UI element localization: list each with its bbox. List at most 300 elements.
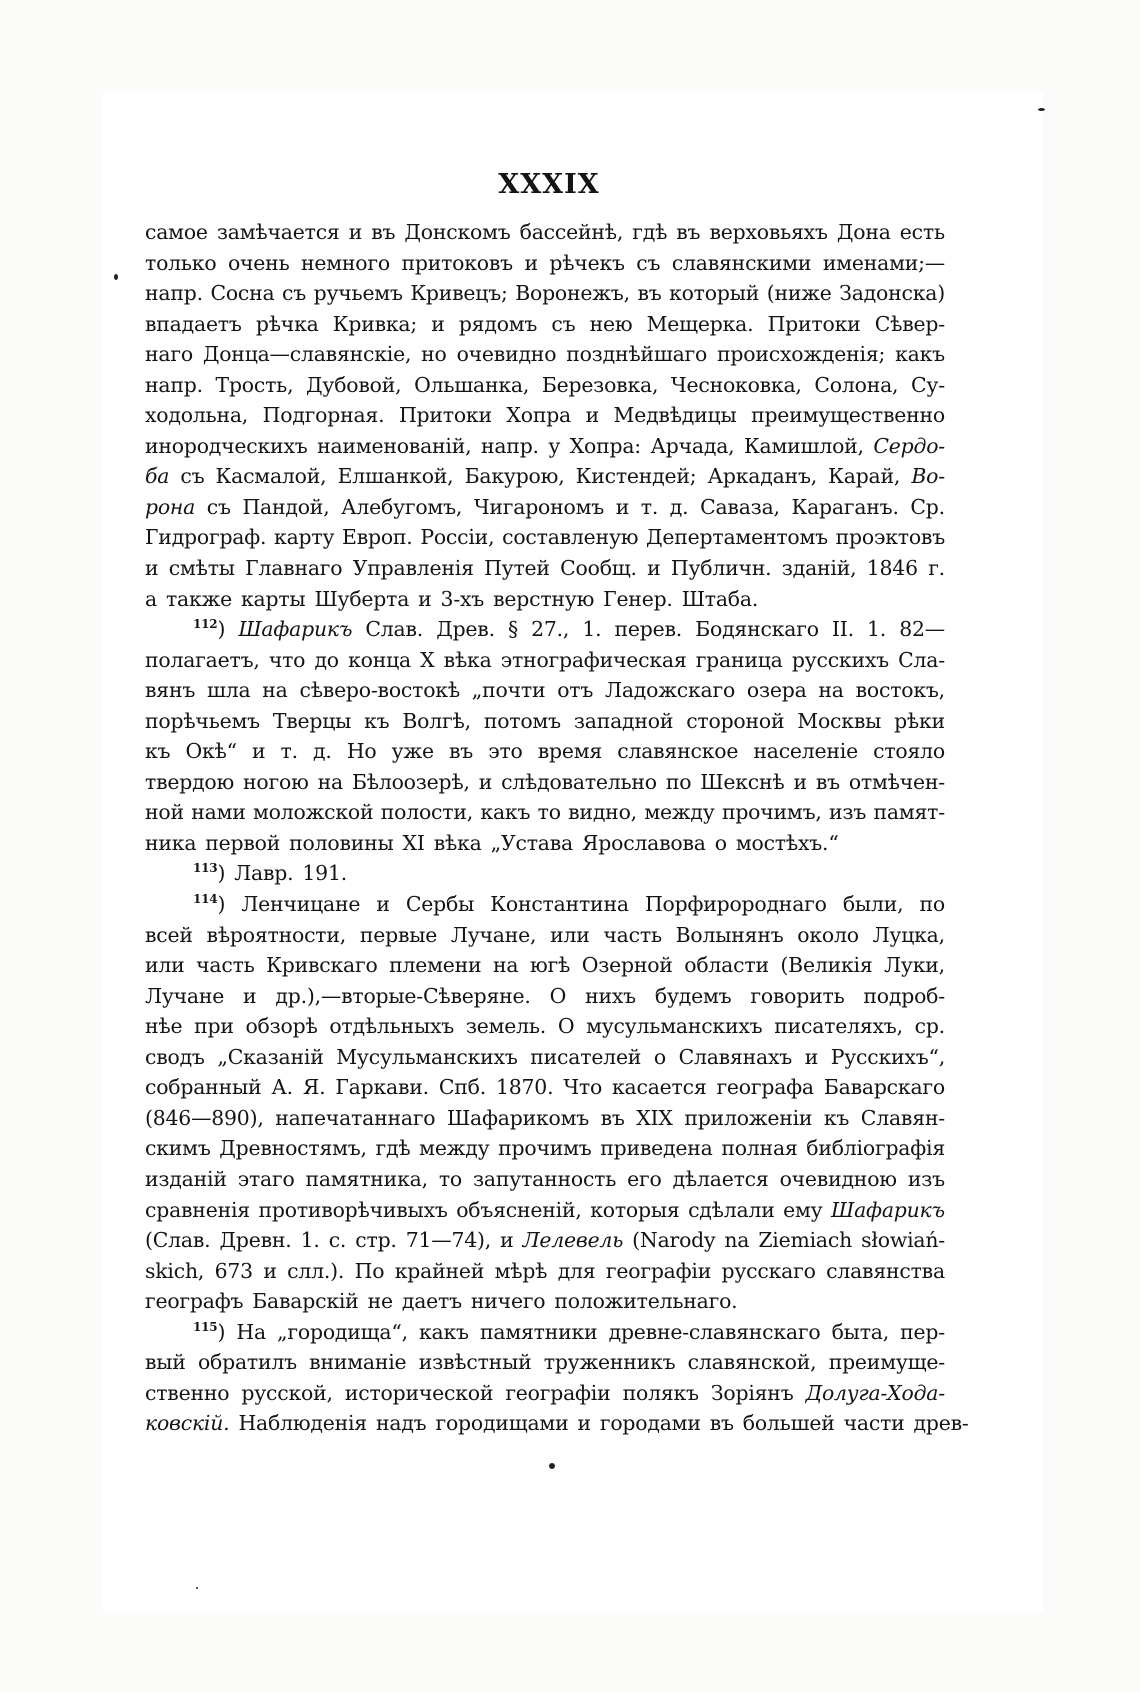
text-line: [145, 492, 945, 523]
word: библіографія: [806, 1136, 945, 1161]
word: съ: [180, 464, 205, 489]
word: и: [263, 1258, 277, 1283]
word: Шуберта: [314, 586, 410, 611]
word: рѣчка: [255, 311, 319, 336]
word: сѣверо-востокѣ: [299, 678, 460, 703]
word: этаго: [237, 1166, 295, 1191]
word: Россіи,: [420, 525, 495, 550]
word: Притоки: [398, 403, 492, 428]
word: Что: [563, 1075, 603, 1100]
scan-speck: [549, 1463, 555, 1469]
word: О: [557, 1014, 575, 1039]
word: географъ: [145, 1289, 244, 1314]
word: Генер.: [603, 586, 673, 611]
word: Волгѣ,: [402, 708, 471, 733]
word: ср.: [914, 1014, 945, 1039]
word: вянъ: [145, 678, 196, 703]
word: какъ: [480, 800, 531, 825]
word: изданій: [145, 1166, 227, 1191]
word: славянскими: [671, 250, 812, 275]
word: слл.).: [287, 1258, 345, 1283]
word: Сербы: [405, 892, 475, 917]
word: §: [507, 617, 518, 642]
word: Воронежъ,: [515, 281, 630, 306]
word: преимуще-: [828, 1350, 945, 1375]
word: надъ: [375, 1411, 427, 1436]
word: подроб-: [863, 983, 945, 1008]
word: Шафарикъ: [238, 617, 353, 642]
word: съ: [551, 311, 576, 336]
word: земель.: [465, 1014, 547, 1039]
word: ковскій.: [145, 1411, 230, 1436]
word: прочимъ,: [721, 800, 822, 825]
footnote-number: 113: [193, 861, 218, 876]
word: и: [577, 1411, 591, 1436]
word: происхожденія;: [717, 342, 886, 367]
word: но: [421, 342, 447, 367]
word: 1.: [300, 1228, 320, 1253]
word: Древ.: [436, 617, 495, 642]
word: шла: [206, 678, 251, 703]
word: Карай,: [828, 464, 901, 489]
word: д.: [313, 739, 332, 764]
word: полагаетъ,: [145, 647, 260, 672]
word: между: [419, 1136, 490, 1161]
footnote-number: 115: [193, 1319, 218, 1334]
word: Трость,: [215, 372, 294, 397]
word: области: [684, 953, 769, 978]
word: Луки,: [884, 953, 945, 978]
word: Мещерка.: [646, 311, 754, 336]
word: въ: [676, 220, 701, 244]
word: Ольшанка,: [414, 372, 530, 397]
word: Солона,: [814, 372, 899, 397]
word: Сообщ.: [560, 556, 637, 581]
word: Публичн.: [670, 556, 772, 581]
word: къ: [364, 708, 390, 733]
word: Елшанкой,: [337, 464, 454, 489]
word: и: [376, 892, 390, 917]
text-line: [145, 370, 945, 401]
word: говорить: [750, 983, 845, 1008]
word: изъ: [907, 1166, 945, 1191]
word: географіи: [505, 1380, 611, 1405]
word: Ладожскаго: [605, 678, 736, 703]
word: первые: [359, 922, 438, 947]
word: Слав.: [365, 617, 424, 642]
word: собранный: [145, 1075, 262, 1100]
text-line: [145, 889, 945, 920]
text-line: [145, 553, 945, 584]
text-line: [145, 920, 945, 951]
word: есть: [899, 220, 945, 244]
word: не: [367, 1289, 393, 1314]
paragraph-p-cont: [145, 217, 945, 614]
word: дѣлается: [672, 1166, 769, 1191]
word: зданій,: [781, 556, 857, 581]
word: или: [550, 922, 590, 947]
word: Саваза,: [700, 494, 780, 519]
word: отдѣльныхъ: [329, 1014, 455, 1039]
word: 673: [214, 1258, 253, 1283]
word: съ: [636, 250, 661, 275]
word: большей: [742, 1411, 835, 1436]
word: въ: [815, 769, 840, 794]
word: и: [585, 403, 599, 428]
word: „почти: [471, 678, 546, 703]
text-line: [145, 675, 945, 706]
word: очень: [227, 250, 290, 275]
word: А.: [271, 1075, 293, 1100]
word: XI: [402, 830, 425, 855]
word: наименованій,: [317, 433, 472, 458]
word: Тверцы: [272, 708, 352, 733]
word: позднѣйшаго: [566, 342, 708, 367]
word: быта,: [831, 1319, 890, 1344]
word: (Великія: [780, 953, 873, 978]
text-line: [145, 431, 945, 462]
text-line: [145, 1072, 945, 1103]
word: напр.: [480, 433, 539, 458]
word: съ: [206, 494, 231, 519]
word: полости,: [380, 800, 474, 825]
word: всей: [145, 922, 193, 947]
word: конца: [348, 647, 411, 672]
word: Москвы: [797, 708, 882, 733]
word: Бѣлоозерѣ,: [351, 769, 470, 794]
word: первой: [205, 830, 281, 855]
word: древ-: [913, 1411, 969, 1436]
word: проэктовъ: [835, 525, 945, 550]
text-line: [145, 1286, 945, 1317]
word: наго: [145, 342, 193, 367]
word: нею: [589, 311, 633, 336]
word: стороной: [686, 708, 785, 733]
text-line: [145, 1225, 945, 1256]
text-line: [145, 950, 945, 981]
footnote-marker: $^{114}$): [193, 892, 226, 917]
word: будемъ: [654, 983, 732, 1008]
word: ручьемъ: [313, 281, 403, 306]
text-line: [145, 339, 945, 370]
word: Долуга-Хода-: [805, 1380, 945, 1405]
word: Путей: [484, 556, 550, 581]
word: На: [236, 1319, 266, 1344]
paragraph-fn-112: [145, 614, 945, 858]
word: II.: [831, 617, 854, 642]
word: рядомъ: [458, 311, 538, 336]
word: Кривецъ;: [410, 281, 508, 306]
word: въ: [709, 1411, 734, 1436]
word: въ: [600, 1105, 625, 1130]
word: очевидно: [456, 342, 557, 367]
text-line: [145, 1317, 945, 1348]
word: ба: [145, 464, 170, 489]
text-line: [145, 309, 945, 340]
word: слѣдовательно: [501, 769, 657, 794]
word: приведена: [600, 1136, 713, 1161]
word: замѣчается: [216, 220, 340, 244]
word: даетъ: [401, 1289, 462, 1314]
word: верстную: [493, 586, 595, 611]
word: Медвѣдицы: [613, 403, 737, 428]
word: ходольна,: [145, 403, 249, 428]
word: Лучане,: [450, 922, 537, 947]
word: пер-: [900, 1319, 945, 1344]
word: Алебугомъ,: [341, 494, 463, 519]
word: перев.: [614, 617, 683, 642]
word: отмѣчен-: [848, 769, 945, 794]
word: 82—: [899, 617, 945, 642]
word: славянское: [617, 739, 739, 764]
word: потомъ: [483, 708, 561, 733]
word: нами: [191, 800, 246, 825]
word: Главнаго: [245, 556, 343, 581]
word: сдѣлали: [688, 1197, 775, 1222]
word: Задонска): [839, 281, 945, 306]
word: ственно: [145, 1380, 230, 1405]
word: Гидрограф.: [145, 525, 267, 550]
word: смѣты: [168, 556, 235, 581]
word: вый: [145, 1350, 186, 1375]
word: который: [669, 281, 760, 306]
word: сводъ: [145, 1044, 205, 1069]
word: Арчада,: [650, 433, 735, 458]
text-line: [145, 400, 945, 431]
word: и: [500, 1228, 514, 1253]
word: и: [793, 769, 807, 794]
word: вѣроятности,: [206, 922, 347, 947]
word: и: [348, 220, 363, 244]
word: вниманіе: [309, 1350, 407, 1375]
word: (Narody: [632, 1228, 716, 1253]
word: рона: [145, 494, 196, 519]
word: рѣки: [894, 708, 945, 733]
word: (Слав.: [145, 1228, 211, 1253]
text-line: [145, 1042, 945, 1073]
word: преимущественно: [751, 403, 945, 428]
word: Во-: [911, 464, 945, 489]
footnote-marker: $^{115}$): [193, 1319, 226, 1344]
word: именами;—: [822, 250, 945, 275]
word: др.),—вторые-Сѣверяне.: [275, 983, 531, 1008]
word: (846—890),: [145, 1105, 264, 1130]
word: 191.: [302, 861, 348, 886]
word: Лучане: [145, 983, 225, 1008]
word: и: [524, 250, 538, 275]
word: и: [647, 556, 661, 581]
word: стр.: [355, 1228, 397, 1253]
word: Бакурою,: [464, 464, 565, 489]
word: въ: [449, 739, 474, 764]
word: моложской: [253, 800, 374, 825]
word: извѣстный: [418, 1350, 532, 1375]
word: объясненій,: [456, 1197, 582, 1222]
text-line: [145, 248, 945, 279]
word: писателяхъ,: [774, 1014, 903, 1039]
word: твердою: [145, 769, 235, 794]
word: Наблюденія: [238, 1411, 367, 1436]
word: изъ: [829, 800, 867, 825]
word: древне-славянскаго: [608, 1319, 821, 1344]
word: Камишлой,: [743, 433, 864, 458]
word: Чигарономъ: [473, 494, 605, 519]
word: „Устава: [490, 830, 574, 855]
word: Хопра:: [569, 433, 641, 458]
word: часть: [196, 953, 255, 978]
word: около: [797, 922, 859, 947]
word: Шекснѣ: [700, 769, 785, 794]
word: ной: [145, 800, 184, 825]
paragraph-fn-114: [145, 889, 945, 1317]
word: на: [317, 769, 343, 794]
word: памят-: [873, 800, 945, 825]
word: Древн.: [219, 1228, 292, 1253]
text-line: [145, 858, 945, 889]
word: памятники: [479, 1319, 598, 1344]
word: 1.: [867, 617, 887, 642]
word: мостѣхъ.“: [735, 830, 839, 855]
word: Озерной: [581, 953, 673, 978]
word: мѣрѣ: [494, 1258, 548, 1283]
word: Баварскаго: [823, 1075, 945, 1100]
word: Окѣ“: [185, 739, 237, 764]
word: памятника,: [305, 1166, 428, 1191]
word: крайней: [394, 1258, 485, 1283]
text-line: [145, 645, 945, 676]
word: Сѣвер-: [874, 311, 945, 336]
word: время: [537, 739, 603, 764]
word: Русскихъ“,: [830, 1044, 945, 1069]
word: и: [478, 769, 493, 794]
text-line: [145, 981, 945, 1012]
word: югѣ: [529, 953, 571, 978]
word: Ср.: [910, 494, 945, 519]
word: с.: [328, 1228, 347, 1253]
word: О: [549, 983, 567, 1008]
word: Донца—славянскіе,: [202, 342, 412, 367]
word: и: [418, 586, 432, 611]
body-text: [145, 217, 969, 1439]
word: мусульманскихъ: [586, 1014, 763, 1039]
word: По: [354, 1258, 385, 1283]
word: Луцка,: [872, 922, 945, 947]
word: исторической: [344, 1380, 494, 1405]
word: полная: [721, 1136, 798, 1161]
word: въ: [371, 220, 396, 244]
word: Депертаментомъ: [646, 525, 828, 550]
word: о: [653, 1044, 666, 1069]
word: Сердо-: [873, 433, 945, 458]
word: Управленія: [352, 556, 474, 581]
word: Шафарикомъ: [446, 1105, 590, 1130]
word: Кривскаго: [266, 953, 378, 978]
word: Ziemiach: [758, 1228, 853, 1253]
word: городами: [599, 1411, 701, 1436]
word: Волынянъ: [675, 922, 784, 947]
word: Шафарикъ: [831, 1197, 945, 1222]
word: русской,: [241, 1380, 333, 1405]
word: нѣе: [145, 1014, 183, 1039]
footnote-marker: $^{112}$): [193, 617, 226, 642]
word: половины: [289, 830, 394, 855]
word: słowiań-: [861, 1228, 945, 1253]
scan-speck: [1038, 108, 1045, 111]
word: очевидною: [779, 1166, 897, 1191]
word: были,: [842, 892, 904, 917]
text-line: [145, 1011, 945, 1042]
word: Дубовой,: [306, 372, 402, 397]
word: Сла-: [898, 647, 945, 672]
word: Притоки: [767, 311, 861, 336]
word: при: [194, 1014, 234, 1039]
word: славянской,: [687, 1350, 817, 1375]
word: къ: [145, 739, 171, 764]
word: на: [262, 678, 288, 703]
text-line: [145, 706, 945, 737]
word: Я.: [302, 1075, 326, 1100]
word: противорѣчивыхъ: [258, 1197, 448, 1222]
word: сравненія: [145, 1197, 250, 1222]
word: г.: [928, 556, 945, 581]
word: Пандой,: [242, 494, 330, 519]
word: обзорѣ: [245, 1014, 318, 1039]
word: карту: [274, 525, 335, 550]
word: Спб.: [438, 1075, 487, 1100]
word: племени: [389, 953, 482, 978]
word: 71—74),: [405, 1228, 492, 1253]
word: скимъ: [145, 1136, 211, 1161]
word: Древностямъ,: [219, 1136, 367, 1161]
word: это: [488, 739, 523, 764]
word: нихъ: [585, 983, 636, 1008]
word: напечатаннаго: [275, 1105, 436, 1130]
word: na: [724, 1228, 750, 1253]
word: X: [420, 647, 435, 672]
word: карты: [240, 586, 306, 611]
word: д.: [669, 494, 689, 519]
word: 1.: [582, 617, 602, 642]
word: напр.: [145, 281, 203, 306]
word: гдѣ: [632, 220, 668, 244]
word: 1870.: [495, 1075, 554, 1100]
word: Кривка;: [332, 311, 418, 336]
word: Ярославова: [582, 830, 706, 855]
word: ничего: [470, 1289, 546, 1314]
word: востокъ,: [855, 678, 945, 703]
word: XIX: [636, 1105, 673, 1130]
word: рѣчекъ: [549, 250, 625, 275]
word: славянства: [826, 1258, 945, 1283]
word: Лавр.: [234, 861, 294, 886]
word: и: [804, 1044, 819, 1069]
text-line: [145, 614, 945, 645]
word: къ: [823, 1105, 850, 1130]
word: между: [644, 800, 715, 825]
word: у: [548, 433, 561, 458]
word: географіи: [605, 1258, 712, 1283]
word: гдѣ: [375, 1136, 411, 1161]
word: бассейнѣ,: [519, 220, 624, 244]
text-line: [145, 1378, 945, 1409]
word: Ленчицане: [241, 892, 361, 917]
word: Су-: [911, 372, 945, 397]
word: которыя: [590, 1197, 680, 1222]
text-line: [145, 1133, 945, 1164]
footnote-marker: $^{113}$): [193, 861, 226, 886]
word: по: [665, 769, 692, 794]
word: полякъ: [622, 1380, 699, 1405]
